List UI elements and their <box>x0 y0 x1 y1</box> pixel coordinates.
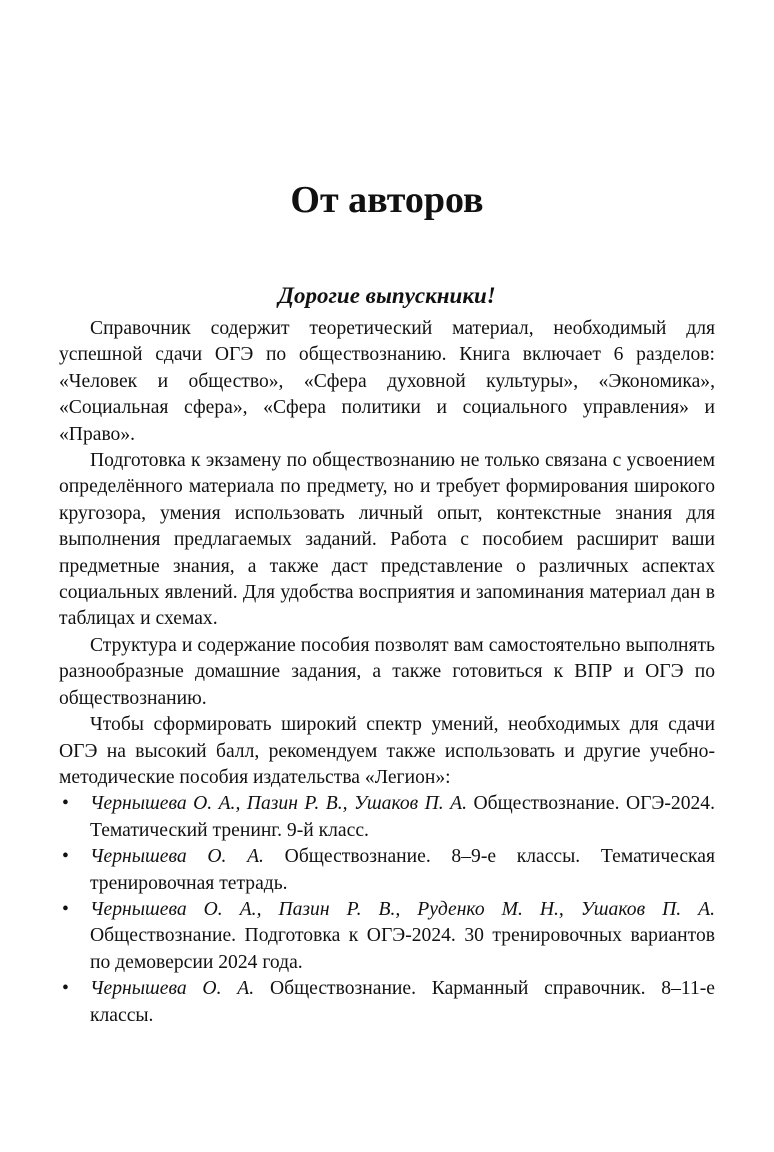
bullet-icon: • <box>62 898 69 920</box>
reference-list <box>59 791 715 1029</box>
paragraph-1: Справочник содержит теоретический материал, необходимый для успешной сдачи ОГЭ по обществознанию. Книга включает 6 разделов: «Человек и общество», «Сфера духовной культуры», «Экономика», «Социальная сфера», «Сфера политики и социального управления» и «Право». <box>59 318 715 445</box>
body-text <box>59 316 715 1029</box>
reference-authors: Чернышева О. А. <box>90 846 264 868</box>
paragraph-3: Структура и содержание пособия позволят вам самостоятельно выполнять разнообразные домашние задания, а также готовиться к ВПР и ОГЭ по обществознанию. <box>59 634 715 709</box>
bullet-icon: • <box>62 793 69 815</box>
reference-authors: Чернышева О. А., Пазин Р. В., Ушаков П. А. <box>90 793 467 815</box>
reference-title: Обществознание. ОГЭ-2024. Тематический тренинг. 9-й класс. <box>90 793 715 841</box>
paragraph-4: Чтобы сформировать широкий спектр умений, необходимых для сдачи ОГЭ на высокий балл, рекомендуем также использовать и другие учебно-методические пособия издательства «Легион»: <box>59 714 715 788</box>
bullet-icon: • <box>62 846 69 868</box>
reference-title: Обществознание. 8–9-е классы. Тематическая тренировочная тетрадь. <box>90 846 715 894</box>
reference-item-4 <box>59 976 715 1029</box>
reference-item-2 <box>59 844 715 897</box>
greeting-heading: Дорогие выпускники! <box>278 283 496 308</box>
reference-item-3 <box>59 897 715 976</box>
reference-item-1 <box>59 791 715 844</box>
reference-title: Обществознание. Подготовка к ОГЭ-2024. 30 тренировочных вариантов по демоверсии 2024 года. <box>90 925 715 973</box>
reference-title: Обществознание. Карманный справочник. 8–11-е классы. <box>90 978 715 1026</box>
paragraph-2: Подготовка к экзамену по обществознанию не только связана с усвоением определённого материала по предмету, но и требует формирования широкого кругозора, умения использовать личный опыт, контекстные знания для выполнения предлагаемых заданий. Работа с пособием расширит ваши предметные знания, а также даст представление о различных аспектах социальных явлений. Для удобства восприятия и запоминания материал дан в таблицах и схемах. <box>59 450 715 630</box>
reference-authors: Чернышева О. А. <box>90 978 255 1000</box>
bullet-icon: • <box>62 978 69 1000</box>
reference-authors: Чернышева О. А., Пазин Р. В., Руденко М. Н., Ушаков П. А. <box>90 898 715 920</box>
page-title: От авторов <box>290 179 484 221</box>
